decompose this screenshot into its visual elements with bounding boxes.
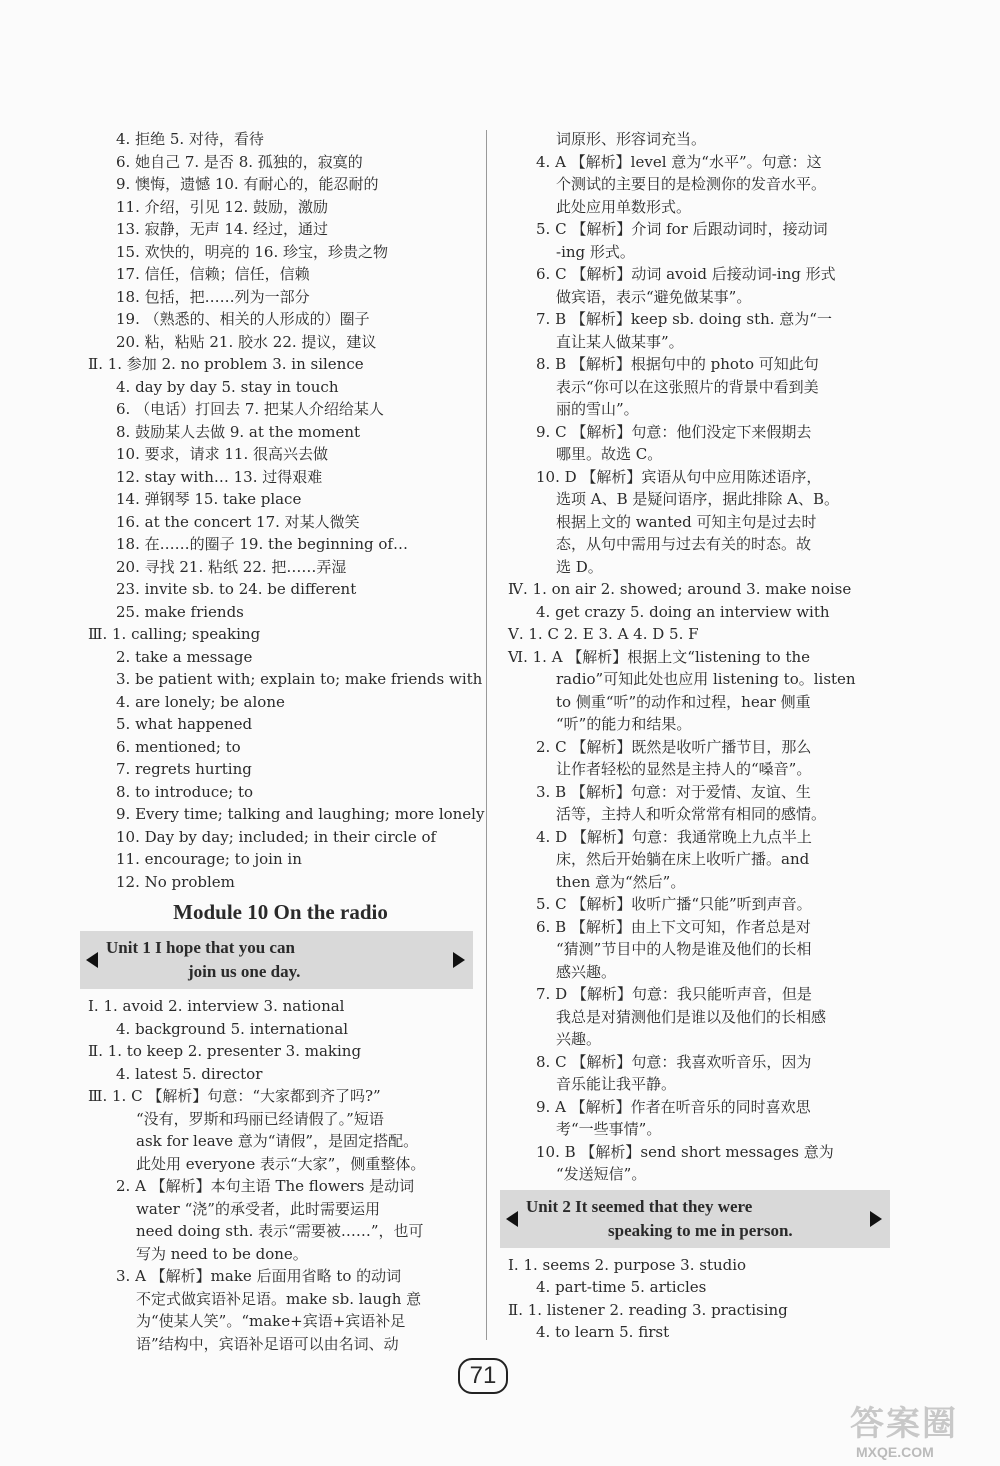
answer-line: 此处用 everyone 表示“大家”，侧重整体。 <box>136 1154 426 1173</box>
answer-line: Ⅰ. 1. seems 2. purpose 3. studio <box>508 1255 747 1274</box>
answer-line: 19. （熟悉的、相关的人形成的）圈子 <box>116 310 370 328</box>
answer-line: 6. C 【解析】动词 avoid 后接动词-ing 形式 <box>536 265 836 283</box>
answer-line: 根据上文的 wanted 可知主句是过去时 <box>556 512 817 531</box>
answer-line: Ⅲ. 1. calling; speaking <box>88 625 261 643</box>
arrow-right-icon <box>453 952 465 968</box>
answer-line: 2. A 【解析】本句主语 The flowers 是动词 <box>116 1177 415 1195</box>
answer-line: 4. latest 5. director <box>116 1064 263 1083</box>
answer-line: Ⅳ. 1. on air 2. showed; around 3. make noise <box>508 580 852 598</box>
answer-line: 我总是对猜测他们是谁以及他们的长相感 <box>556 1007 827 1026</box>
answer-line: 10. 要求，请求 11. 很高兴去做 <box>116 445 329 463</box>
answer-line: 让作者轻松的显然是主持人的“嗓音”。 <box>556 760 812 778</box>
answer-line: -ing 形式。 <box>556 242 635 261</box>
answer-line: 4. are lonely; be alone <box>116 692 285 711</box>
answer-line: 15. 欢快的，明亮的 16. 珍宝，珍贵之物 <box>116 242 389 261</box>
answer-line: 4. D 【解析】句意：我通常晚上九点半上 <box>536 827 812 846</box>
answer-line: 5. C 【解析】介词 for 后跟动词时，接动词 <box>536 220 828 238</box>
answer-line: Ⅵ. 1. A 【解析】根据上文“listening to the <box>508 647 811 666</box>
answer-line: 4. day by day 5. stay in touch <box>116 377 339 396</box>
left-answer-lines <box>88 128 485 893</box>
answer-line: “发送短信”。 <box>556 1165 647 1183</box>
answer-line: 16. at the concert 17. 对某人微笑 <box>116 512 360 531</box>
answer-line: ask for leave 意为“请假”，是固定搭配。 <box>136 1132 419 1150</box>
answer-line: 5. C 【解析】收听广播“只能”听到声音。 <box>536 895 812 913</box>
answer-line: 12. stay with… 13. 过得艰难 <box>116 467 323 486</box>
answer-line: 丽的雪山”。 <box>556 400 639 418</box>
answer-line: 直让某人做某事”。 <box>556 332 684 351</box>
answer-line: 9. C 【解析】句意：他们没定下来假期去 <box>536 422 812 441</box>
answer-line: 4. get crazy 5. doing an interview with <box>536 602 830 621</box>
arrow-left-icon <box>506 1211 518 1227</box>
answer-line: 18. 包括，把……列为一部分 <box>116 287 310 306</box>
answer-line: 4. A 【解析】level 意为“水平”。句意：这 <box>536 152 822 171</box>
answer-line: 8. B 【解析】根据句中的 photo 可知此句 <box>536 355 819 373</box>
answer-line: 5. what happened <box>116 715 253 733</box>
answer-line: 20. 粘，粘贴 21. 胶水 22. 提议，建议 <box>116 332 377 351</box>
answer-line: 23. invite sb. to 24. be different <box>116 580 357 598</box>
answer-line: 3. A 【解析】make 后面用省略 to 的动词 <box>116 1267 402 1285</box>
answer-line: 表示“你可以在这张照片的背景中看到美 <box>556 377 819 396</box>
answer-line: 6. 她自己 7. 是否 8. 孤独的，寂寞的 <box>116 152 363 171</box>
answer-line: 3. be patient with; explain to; make friends with <box>116 670 483 688</box>
left-answer-lines-after <box>88 995 473 1355</box>
answer-line: need doing sth. 表示“需要被……”，也可 <box>136 1222 424 1240</box>
answer-line: 8. to introduce; to <box>116 782 254 801</box>
answer-line: 11. 介绍，引见 12. 鼓励，激励 <box>116 197 329 216</box>
answer-line: Ⅲ. 1. C 【解析】句意：“大家都到齐了吗?” <box>88 1087 381 1105</box>
answer-line: 17. 信任，信赖；信任，信赖 <box>116 265 310 283</box>
answer-line: 写为 need to be done。 <box>136 1244 308 1263</box>
answer-line: 哪里。故选 C。 <box>556 445 663 463</box>
answer-line: radio”可知此处也应用 listening to。listen <box>556 670 856 688</box>
answer-line: 4. to learn 5. first <box>536 1323 670 1341</box>
answer-line: 6. （电话）打回去 7. 把某人介绍给某人 <box>116 400 384 418</box>
answer-line: 4. 拒绝 5. 对待，看待 <box>116 130 264 148</box>
answer-line: Ⅴ. 1. C 2. E 3. A 4. D 5. F <box>508 625 699 643</box>
answer-line: 3. B 【解析】句意：对于爱情、友谊、生 <box>536 782 811 801</box>
answer-line: 6. B 【解析】由上下文可知，作者总是对 <box>536 917 811 936</box>
watermark-url: MXQE.COM <box>856 1444 934 1460</box>
right-column <box>508 128 890 1344</box>
answer-line: Ⅱ. 1. 参加 2. no problem 3. in silence <box>88 355 364 373</box>
answer-line: 8. 鼓励某人去做 9. at the moment <box>116 422 361 441</box>
answer-line: water “浇”的承受者，此时需要运用 <box>136 1199 380 1218</box>
answer-line: 13. 寂静，无声 14. 经过，通过 <box>116 220 329 238</box>
answer-line: 选 D。 <box>556 557 603 576</box>
answer-line: 7. D 【解析】句意：我只能听声音，但是 <box>536 985 812 1003</box>
answer-line: 11. encourage; to join in <box>116 850 302 868</box>
answer-line: 10. D 【解析】宾语从句中应用陈述语序， <box>536 467 822 486</box>
answer-line: Ⅰ. 1. avoid 2. interview 3. national <box>88 997 345 1015</box>
answer-line: 态，从句中需用与过去有关的时态。故 <box>556 535 812 553</box>
unit1-title-line1: Unit 1 I hope that you can <box>106 938 295 957</box>
answer-line: 词原形、形容词充当。 <box>556 130 707 148</box>
answer-line: 不定式做宾语补足语。make sb. laugh 意 <box>136 1289 422 1308</box>
answer-line: 9. Every time; talking and laughing; more lonely <box>116 805 485 823</box>
answer-line: Ⅱ. 1. to keep 2. presenter 3. making <box>88 1042 362 1060</box>
module-title: Module 10 On the radio <box>173 900 388 924</box>
answer-line: 兴趣。 <box>556 1030 602 1048</box>
right-answer-lines-after <box>508 1254 890 1344</box>
answer-line: 10. Day by day; included; in their circle of <box>116 827 437 846</box>
answer-line: 4. background 5. international <box>116 1019 349 1038</box>
unit1-banner <box>80 931 473 989</box>
answer-line: 8. C 【解析】句意：我喜欢听音乐，因为 <box>536 1052 812 1071</box>
answer-line: 7. regrets hurting <box>116 760 252 778</box>
answer-line: 10. B 【解析】send short messages 意为 <box>536 1142 834 1161</box>
answer-line: “猜测”节目中的人物是谁及他们的长相 <box>556 940 812 958</box>
answer-line: “听”的能力和结果。 <box>556 715 692 733</box>
answer-line: 2. take a message <box>116 647 253 666</box>
answer-line: 床，然后开始躺在床上收听广播。and <box>556 850 810 868</box>
answer-line: 为“使某人笑”。“make+宾语+宾语补足 <box>136 1312 406 1330</box>
arrow-left-icon <box>86 952 98 968</box>
answer-line: 音乐能让我平静。 <box>556 1075 677 1093</box>
unit1-title-line2: join us one day. <box>188 962 301 981</box>
answer-line: 4. part-time 5. articles <box>536 1278 707 1296</box>
answer-line: 9. 懊悔，遗憾 10. 有耐心的，能忍耐的 <box>116 175 379 193</box>
answer-line: 2. C 【解析】既然是收听广播节目，那么 <box>536 737 812 756</box>
answer-line: 7. B 【解析】keep sb. doing sth. 意为“一 <box>536 310 832 328</box>
answer-line: 做宾语，表示“避免做某事”。 <box>556 287 752 306</box>
answer-line: 选项 A、B 是疑问语序，据此排除 A、B。 <box>556 490 840 508</box>
arrow-right-icon <box>870 1211 882 1227</box>
unit2-title-line2: speaking to me in person. <box>608 1220 793 1240</box>
answer-line: 14. 弹钢琴 15. take place <box>116 490 302 508</box>
watermark-title: 答案圈 <box>850 1405 958 1443</box>
answer-line: 活等，主持人和听众常常有相同的感情。 <box>556 805 827 823</box>
answer-line: 此处应用单数形式。 <box>556 197 692 216</box>
answer-line: 18. 在……的圈子 19. the beginning of… <box>116 535 408 553</box>
answer-line: 9. A 【解析】作者在听音乐的同时喜欢思 <box>536 1097 811 1116</box>
answer-line: 25. make friends <box>116 602 244 621</box>
answer-line: to 侧重“听”的动作和过程，hear 侧重 <box>556 692 811 711</box>
answer-line: 20. 寻找 21. 粘纸 22. 把……弄湿 <box>116 557 347 576</box>
column-divider <box>486 130 487 1340</box>
answer-line: 语”结构中，宾语补足语可以由名词、动 <box>136 1334 399 1353</box>
answer-line: 12. No problem <box>116 872 235 891</box>
answer-line: 6. mentioned; to <box>116 737 241 756</box>
answer-line: then 意为“然后”。 <box>556 872 686 891</box>
watermark-logo <box>850 1405 1000 1465</box>
unit2-title-line1: Unit 2 It seemed that they were <box>526 1196 753 1216</box>
answer-line: “没有，罗斯和玛丽已经请假了。”短语 <box>136 1109 384 1128</box>
left-column <box>88 128 485 1355</box>
right-answer-lines <box>508 128 890 1186</box>
answer-line: 考“一些事情”。 <box>556 1120 662 1138</box>
answer-line: 个测试的主要目的是检测你的发音水平。 <box>556 175 827 193</box>
unit2-banner <box>500 1190 890 1248</box>
answer-line: Ⅱ. 1. listener 2. reading 3. practising <box>508 1300 788 1319</box>
page-number: 71 <box>458 1358 508 1394</box>
answer-line: 感兴趣。 <box>556 962 617 981</box>
